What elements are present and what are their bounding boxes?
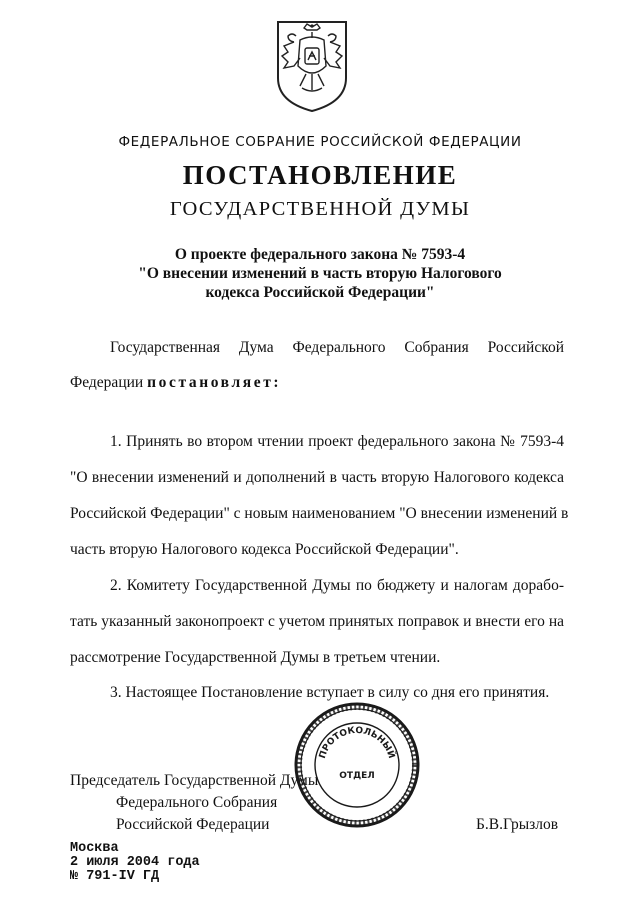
svg-text:ПРОТОКОЛЬНЫЙ [318,726,398,760]
footer-city: Москва [70,841,119,856]
signer-name: Б.В.Грызлов [476,816,559,833]
document-type-title: ПОСТАНОВЛЕНИЕ [182,160,458,190]
document-subject [100,245,540,302]
item-2-line: тать указанный законопроект с учетом принятых поправок и внести его на [70,613,564,630]
subject-line: О проекте федерального закона № 7593-4 [174,246,466,263]
footer-date: 2 июля 2004 года [70,855,200,870]
stamp-center-text: ОТДЕЛ [339,771,375,781]
subject-line: кодекса Российской Федерации" [205,284,435,301]
item-1-line: Российской Федерации" с новым наименованием "О внесении изменений в [70,505,569,522]
preamble-text: Федерации [70,374,148,391]
preamble-decision-line [70,374,564,392]
stamp-arc-text: ПРОТОКОЛЬНЫЙ [317,725,397,760]
item-1-line: 1. Принять во втором чтении проект федерального закона № 7593-4 [110,433,564,450]
signature-title-line: Российской Федерации [116,816,270,833]
preamble-decision-word: постановляет: [147,374,282,391]
organization-name: ФЕДЕРАЛЬНОЕ СОБРАНИЕ РОССИЙСКОЙ ФЕДЕРАЦИИ [118,134,522,150]
item-2-line: рассмотрение Государственной Думы в третьем чтении. [70,649,441,666]
footer-number: № 791-IV ГД [70,869,160,884]
signature-title-line: Председатель Государственной Думы [70,772,319,789]
coat-of-arms-emblem-icon [274,18,350,114]
official-round-stamp [292,700,422,830]
item-1-line: часть вторую Налогового кодекса Российской Федерации". [70,541,459,558]
subject-line: "О внесении изменений в часть вторую Налогового [138,265,502,282]
preamble-line: Государственная Дума Федерального Собрания Российской [110,339,564,356]
item-2-line: 2. Комитету Государственной Думы по бюджету и налогам дорабо- [110,577,564,594]
item-3-line: 3. Настоящее Постановление вступает в силу со дня его принятия. [110,684,550,701]
signature-title-line: Федерального Собрания [116,794,278,811]
issuing-body: ГОСУДАРСТВЕННОЙ ДУМЫ [169,198,471,220]
item-1-line: "О внесении изменений и дополнений в часть вторую Налогового кодекса [70,469,564,486]
